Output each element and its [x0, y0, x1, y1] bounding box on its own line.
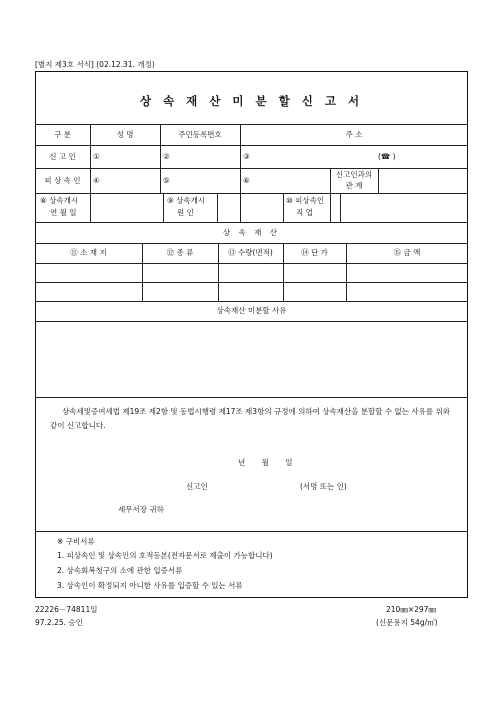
- sign-note: (서명 또는 인): [300, 482, 347, 491]
- attachment-item: 1. 피상속인 및 상속인의 호적등본(전자문서로 제출이 가능합니다): [57, 551, 273, 560]
- line: [35, 282, 468, 283]
- line: [35, 301, 468, 302]
- line: [283, 193, 284, 222]
- line: [35, 145, 468, 146]
- footer-paper: (신문용지 54g/㎡): [376, 618, 438, 627]
- attachments-heading: ※ 구비서류: [57, 537, 95, 546]
- reason-section-header: 상속재산 미분할 사유: [216, 306, 287, 315]
- reporter-sign-label: 신고인: [186, 482, 208, 491]
- decedent-label: 피 상 속 인: [44, 176, 81, 185]
- form-title: 상 속 재 산 미 분 할 신 고 서: [139, 94, 364, 108]
- line: [35, 222, 468, 223]
- start-cause-label-line2: 원 인: [177, 208, 194, 217]
- estate-col-unit-price: ⑭ 단 가: [301, 248, 328, 257]
- start-date-label-line2: 연 월 일: [50, 208, 77, 217]
- line: [35, 168, 468, 169]
- line: [35, 263, 468, 264]
- line: [35, 531, 468, 532]
- start-cause-label-line1: ⑨ 상속개시: [167, 196, 206, 205]
- reporter-phone: (☎ ): [378, 152, 396, 161]
- form-frame: [35, 71, 468, 598]
- header-name: 성 명: [116, 130, 134, 139]
- estate-col-kind: ⑫ 종 류: [166, 248, 194, 257]
- line: [35, 397, 468, 398]
- decedent-address-marker: ⑥: [243, 176, 250, 185]
- line: [163, 193, 164, 222]
- reporter-address-marker: ③: [243, 152, 250, 161]
- line: [340, 193, 341, 222]
- reporter-name-marker: ①: [93, 152, 100, 161]
- attachment-item: 2. 상속회복청구의 소에 관한 입증서류: [57, 566, 183, 575]
- reporter-label: 신 고 인: [49, 152, 76, 161]
- line: [35, 193, 468, 194]
- footer-size: 210㎜×297㎜: [386, 605, 436, 614]
- footer-approval: 97.2.25. 승인: [35, 618, 83, 627]
- header-gubun: 구 분: [54, 130, 71, 139]
- decedent-job-label-line1: ⑩ 피상속인: [286, 196, 325, 205]
- estate-col-quantity: ⑬ 수량(면적): [228, 248, 273, 257]
- form-number-note: [별지 제3호 서식] (02.12.31. 개정): [35, 60, 155, 69]
- start-date-label-line1: ⑧ 상속개시: [40, 196, 79, 205]
- relation-label-line2: 관 계: [345, 181, 363, 190]
- estate-col-amount: ⑮ 금 액: [393, 248, 421, 257]
- decedent-rrn-marker: ⑤: [163, 176, 170, 185]
- line: [217, 193, 218, 222]
- estate-col-location: ⑪ 소 재 지: [70, 248, 107, 257]
- decedent-job-label-line2: 직 업: [296, 208, 313, 217]
- decedent-name-marker: ④: [93, 176, 100, 185]
- date-line: 년 월 일: [238, 458, 293, 467]
- estate-section-header: 상 속 재 산: [222, 228, 281, 237]
- line: [35, 243, 468, 244]
- attachment-item: 3. 상속인이 확정되지 아니한 사유를 입증할 수 있는 서류: [57, 581, 243, 590]
- footer-code: 22226－74811일: [35, 605, 98, 614]
- line: [35, 124, 468, 125]
- header-address: 주 소: [345, 130, 363, 139]
- relation-label-line1: 신고인과의: [335, 170, 373, 179]
- line: [378, 168, 379, 193]
- declaration-text: 상속세및증여세법 제19조 제2항 및 동법시행령 제17조 제3항의 규정에 의하여 상속재산을 분할할 수 없는 사유를 위와 같이 신고합니다.: [50, 407, 451, 430]
- recipient: 세무서장 귀하: [118, 505, 164, 514]
- reporter-rrn-marker: ②: [163, 152, 170, 161]
- line: [35, 321, 468, 322]
- header-rrn: 주민등록번호: [178, 130, 222, 139]
